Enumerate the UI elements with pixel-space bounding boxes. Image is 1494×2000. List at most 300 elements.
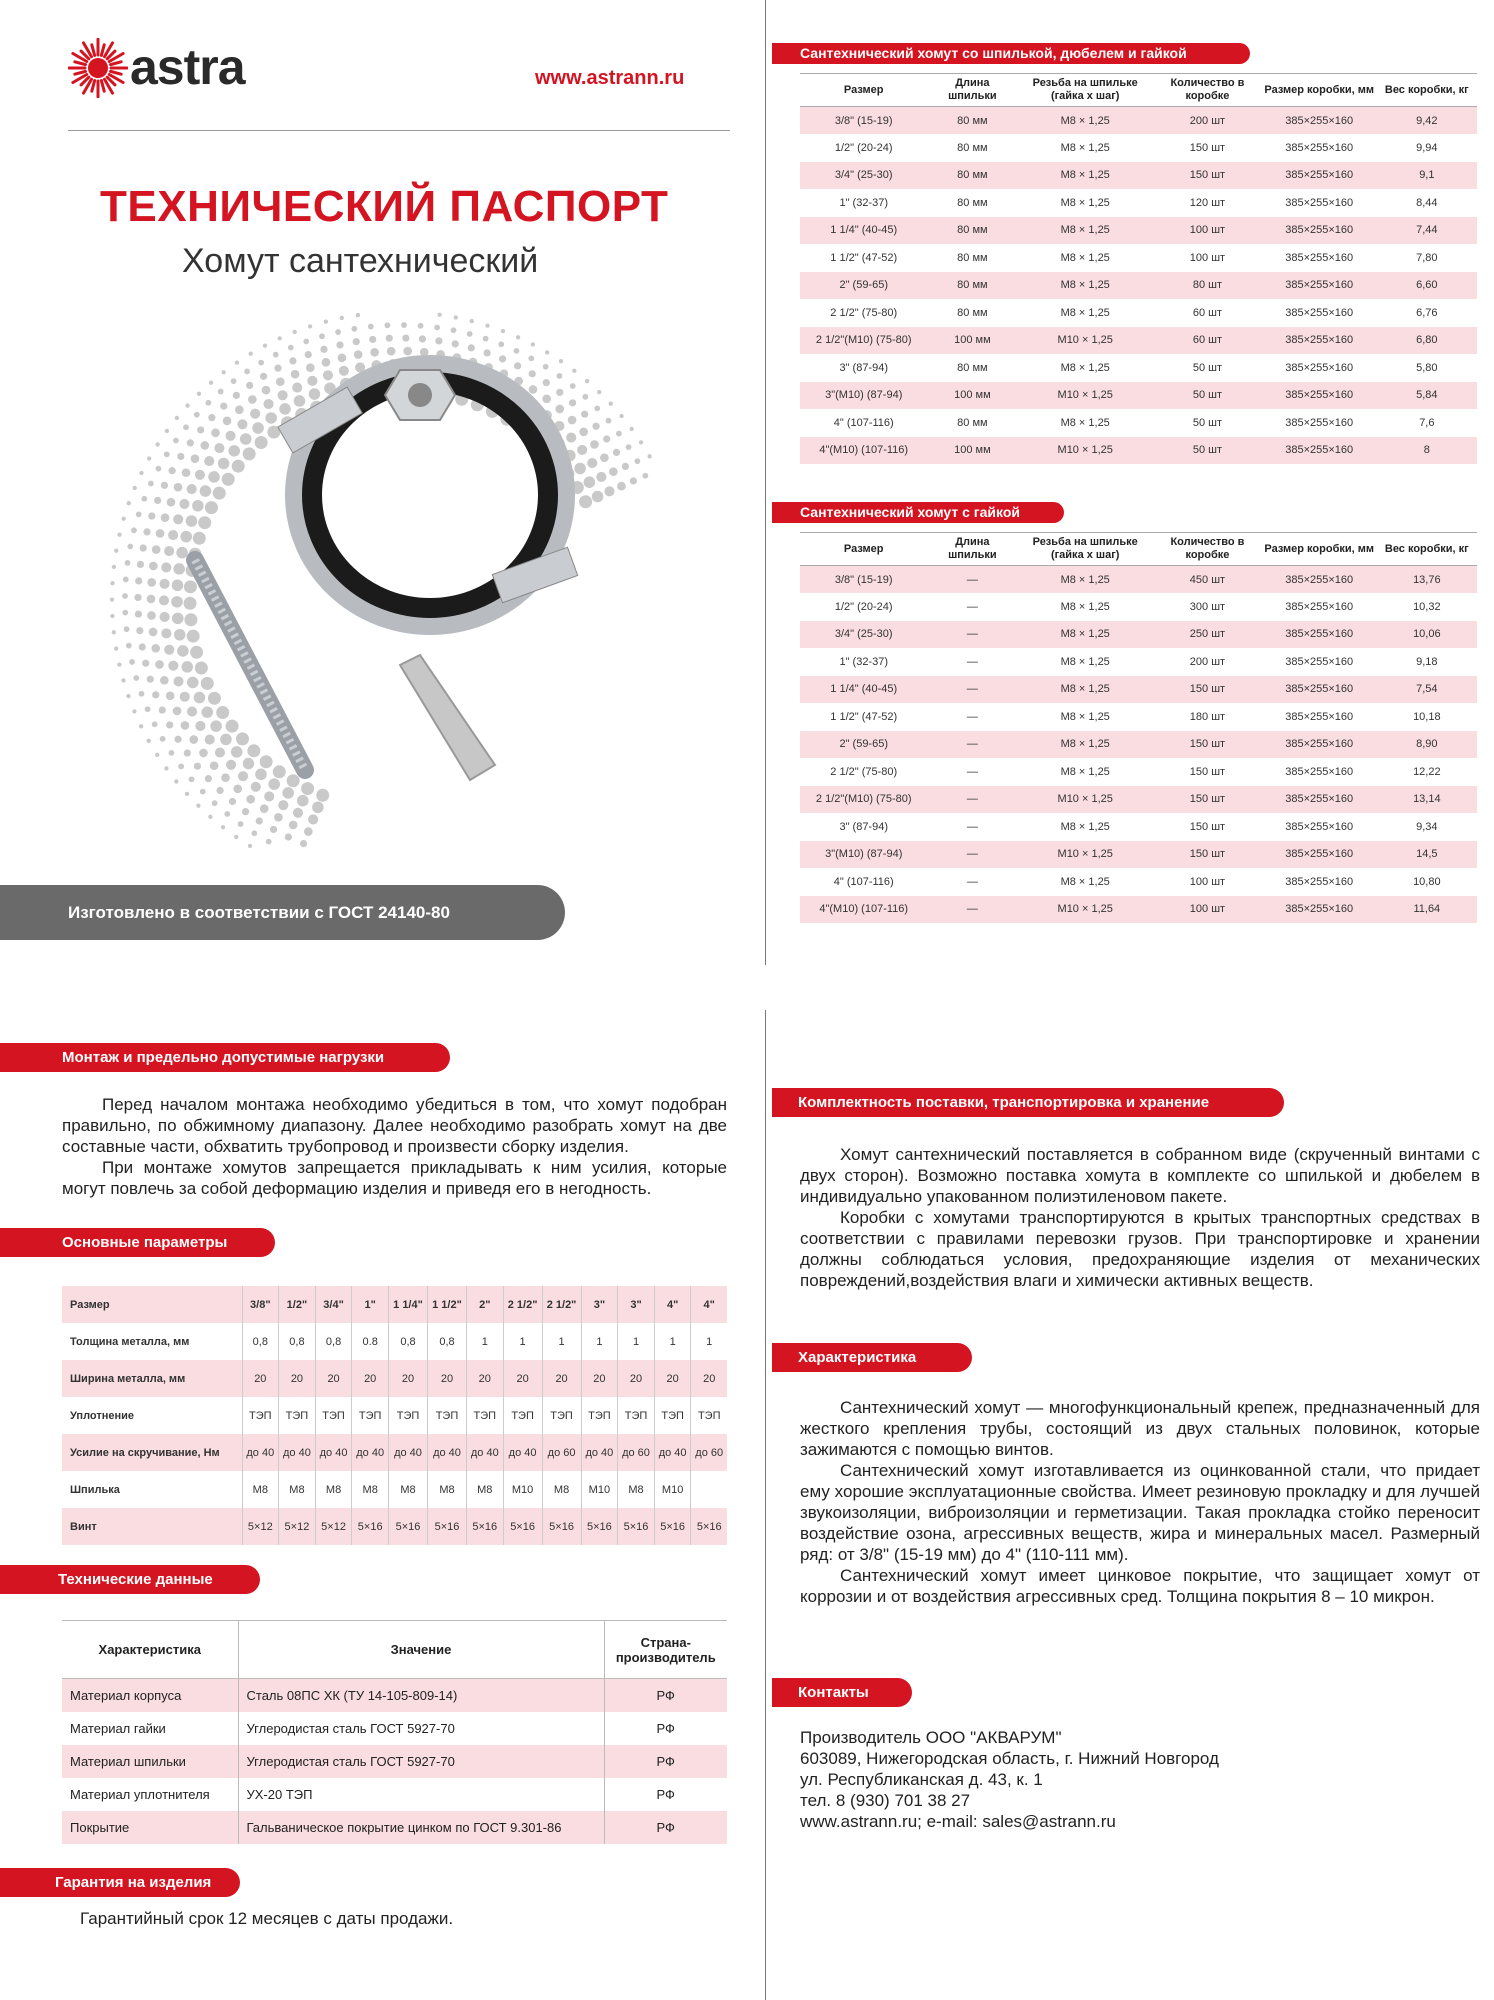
table-row bbox=[800, 786, 1477, 814]
table-cell: — bbox=[927, 676, 1017, 704]
params-cell: до 60 bbox=[542, 1434, 581, 1471]
params-cell: ТЭП bbox=[581, 1397, 618, 1434]
params-cell: ТЭП bbox=[427, 1397, 466, 1434]
params-cell: 3/8" bbox=[242, 1286, 279, 1323]
table-cell: M8 × 1,25 bbox=[1017, 189, 1153, 217]
params-cell: ТЭП bbox=[466, 1397, 503, 1434]
table-cell: 7,80 bbox=[1377, 244, 1477, 272]
table-cell: 10,80 bbox=[1377, 868, 1477, 896]
table-cell: 2 1/2"(M10) (75-80) bbox=[800, 327, 927, 355]
tech-cell: Материал гайки bbox=[70, 1720, 166, 1736]
tech-row bbox=[62, 1778, 727, 1811]
contacts-line-web-email[interactable]: www.astrann.ru; e-mail: sales@astrann.ru bbox=[800, 1812, 1116, 1831]
tech-cell: Материал корпуса bbox=[62, 1679, 238, 1712]
tech-cell: Углеродистая сталь ГОСТ 5927-70 bbox=[238, 1745, 604, 1778]
tech-cell: Материал шпильки bbox=[62, 1745, 238, 1778]
params-cell: 5×16 bbox=[503, 1508, 542, 1545]
params-cell: 1 bbox=[581, 1323, 618, 1360]
table-cell: 9,18 bbox=[1377, 648, 1477, 676]
tech-cell: Сталь 08ПС ХК (ТУ 14-105-809-14) bbox=[238, 1679, 604, 1712]
table-cell: 100 шт bbox=[1153, 896, 1262, 924]
table-cell: 385×255×160 bbox=[1262, 676, 1377, 704]
table-cell: M8 × 1,25 bbox=[1017, 299, 1153, 327]
table-cell: 6,80 bbox=[1377, 327, 1477, 355]
table-cell: 8,44 bbox=[1377, 189, 1477, 217]
table_stud-header-cell: Количество в коробке bbox=[1153, 74, 1262, 107]
params-cell: до 40 bbox=[352, 1434, 389, 1471]
params-cell: ТЭП bbox=[352, 1397, 389, 1434]
params-cell: до 40 bbox=[389, 1434, 428, 1471]
table-row bbox=[800, 593, 1477, 621]
params-cell: 1 bbox=[503, 1323, 542, 1360]
params-cell: до 40 bbox=[581, 1434, 618, 1471]
characteristics-paragraph-2: Сантехнический хомут изготавливается из оцинкованной стали, что придает ему хорошие эксплуатационные свойства. Имеет резиновую прокладку и для лучшей звукоизоляции, виброизоляции и герметизации. Такая прокладка стойко переносит воздействие озона, агрессивных веществ, жира и минеральных масел. Размерный ряд: от 3/8" (15-19 мм) до 4" (110-111 мм). bbox=[800, 1461, 1480, 1564]
table-cell: M8 × 1,25 bbox=[1017, 354, 1153, 382]
table-cell: 7,6 bbox=[1377, 409, 1477, 437]
table-cell: M8 × 1,25 bbox=[1017, 272, 1153, 300]
table-cell: 4"(M10) (107-116) bbox=[800, 437, 927, 465]
table-cell: 385×255×160 bbox=[1262, 299, 1377, 327]
table-cell: M8 × 1,25 bbox=[1017, 813, 1153, 841]
table-cell: 385×255×160 bbox=[1262, 272, 1377, 300]
table-row bbox=[800, 758, 1477, 786]
params-cell: до 60 bbox=[618, 1434, 655, 1471]
table-cell: 80 мм bbox=[927, 409, 1017, 437]
table-cell: 385×255×160 bbox=[1262, 217, 1377, 245]
table-cell: 2" (59-65) bbox=[800, 272, 927, 300]
params-cell: 5×16 bbox=[691, 1508, 727, 1545]
params-cell: 1 bbox=[542, 1323, 581, 1360]
tech-row bbox=[62, 1745, 727, 1778]
table-cell: 80 мм bbox=[927, 354, 1017, 382]
table-cell: — bbox=[927, 621, 1017, 649]
table-cell: 9,42 bbox=[1377, 107, 1477, 135]
params-cell: 3" bbox=[581, 1286, 618, 1323]
table-cell: 300 шт bbox=[1153, 593, 1262, 621]
table-cell: 385×255×160 bbox=[1262, 731, 1377, 759]
tech-cell: Материал уплотнителя bbox=[70, 1786, 210, 1802]
table-cell: M10 × 1,25 bbox=[1017, 437, 1153, 465]
params-cell: до 40 bbox=[242, 1434, 279, 1471]
table-cell: 80 шт bbox=[1153, 272, 1262, 300]
table-cell: 100 мм bbox=[927, 382, 1017, 410]
table-row bbox=[800, 409, 1477, 437]
website-link[interactable]: www.astrann.ru bbox=[535, 67, 685, 89]
params-cell: 0,8 bbox=[389, 1323, 428, 1360]
params-cell: M8 bbox=[466, 1471, 503, 1508]
table-cell: M8 × 1,25 bbox=[1017, 621, 1153, 649]
params-cell: 0,8 bbox=[315, 1323, 352, 1360]
table_nut-header-cell: Вес коробки, кг bbox=[1377, 533, 1477, 566]
delivery-paragraph-1: Хомут сантехнический поставляется в собранном виде (скрученный винтами с двух сторон). Возможно поставка хомута в комплекте со шпилькой и дюбелем в индивидуально упакованном полиэтиленовом пакете. bbox=[800, 1145, 1480, 1206]
params-cell: 2 1/2" bbox=[542, 1286, 581, 1323]
table-cell: 1/2" (20-24) bbox=[800, 134, 927, 162]
params-cell: 2" bbox=[466, 1286, 503, 1323]
table-cell: 100 шт bbox=[1153, 217, 1262, 245]
table-cell: 1 1/2" (47-52) bbox=[800, 244, 927, 272]
table-cell: 14,5 bbox=[1377, 841, 1477, 869]
bottom-divider bbox=[765, 1010, 766, 2000]
params-cell: 1 bbox=[618, 1323, 655, 1360]
table-cell: M8 × 1,25 bbox=[1017, 676, 1153, 704]
table-cell: 4" (107-116) bbox=[800, 868, 927, 896]
tech-header-cell: Страна-производитель bbox=[604, 1621, 727, 1679]
params-cell: 5×16 bbox=[581, 1508, 618, 1545]
table_stud-header-cell: Размер коробки, мм bbox=[1262, 74, 1377, 107]
table-cell: — bbox=[927, 758, 1017, 786]
params-cell: M10 bbox=[503, 1471, 542, 1508]
params-cell: ТЭП bbox=[279, 1397, 316, 1434]
page-subtitle: Хомут сантехнический bbox=[182, 242, 539, 280]
table-cell: 10,32 bbox=[1377, 593, 1477, 621]
gost-text: Изготовлено в соответствии с ГОСТ 24140-80 bbox=[68, 903, 450, 922]
table-cell: 50 шт bbox=[1153, 437, 1262, 465]
params-cell: M8 bbox=[542, 1471, 581, 1508]
table-cell: 2 1/2" (75-80) bbox=[800, 299, 927, 327]
table-cell: 8,90 bbox=[1377, 731, 1477, 759]
table-cell: 385×255×160 bbox=[1262, 189, 1377, 217]
params-cell: 5×16 bbox=[542, 1508, 581, 1545]
table-cell: 2 1/2"(M10) (75-80) bbox=[800, 786, 927, 814]
table-cell: 150 шт bbox=[1153, 813, 1262, 841]
page-title: ТЕХНИЧЕСКИЙ ПАСПОРТ bbox=[100, 182, 669, 231]
table-cell: — bbox=[927, 868, 1017, 896]
table-cell: 50 шт bbox=[1153, 354, 1262, 382]
table_nut-header-cell: Размер bbox=[800, 533, 927, 566]
table-row bbox=[800, 272, 1477, 300]
params-cell: 1 1/2" bbox=[427, 1286, 466, 1323]
params-cell: до 40 bbox=[466, 1434, 503, 1471]
table-cell: 1 1/2" (47-52) bbox=[800, 703, 927, 731]
params-cell: 5×12 bbox=[279, 1508, 316, 1545]
table-cell: 385×255×160 bbox=[1262, 896, 1377, 924]
table_stud-header-cell: Длина шпильки bbox=[927, 74, 1017, 107]
table-cell: 2 1/2" (75-80) bbox=[800, 758, 927, 786]
table-cell: M8 × 1,25 bbox=[1017, 107, 1153, 135]
stud-table bbox=[800, 73, 1477, 464]
top-divider bbox=[765, 0, 766, 965]
table-row bbox=[800, 868, 1477, 896]
table-cell: M8 × 1,25 bbox=[1017, 703, 1153, 731]
params-cell: ТЭП bbox=[315, 1397, 352, 1434]
table-cell: M8 × 1,25 bbox=[1017, 244, 1153, 272]
table-cell: M10 × 1,25 bbox=[1017, 327, 1153, 355]
params-cell: M8 bbox=[389, 1471, 428, 1508]
table-row bbox=[800, 382, 1477, 410]
characteristics-paragraph-1: Сантехнический хомут — многофункциональный крепеж, предназначенный для жесткого крепления трубы, состоящий из двух стальных половинок, которые зажимаются с помощью винтов. bbox=[800, 1398, 1480, 1459]
table-cell: 2" (59-65) bbox=[800, 731, 927, 759]
table-cell: M8 × 1,25 bbox=[1017, 162, 1153, 190]
mounting-paragraph-2: При монтаже хомутов запрещается прикладывать к ним усилия, которые могут повлечь за собой деформацию изделия и приведя его в негодность. bbox=[62, 1158, 727, 1198]
tech-cell: Гальваническое покрытие цинком по ГОСТ 9.301-86 bbox=[238, 1811, 604, 1844]
params-cell: M8 bbox=[352, 1471, 389, 1508]
table-cell: — bbox=[927, 841, 1017, 869]
params-cell: до 40 bbox=[503, 1434, 542, 1471]
params-cell: ТЭП bbox=[691, 1397, 727, 1434]
table-cell: 385×255×160 bbox=[1262, 354, 1377, 382]
params-cell: M8 bbox=[279, 1471, 316, 1508]
params-cell: M8 bbox=[315, 1471, 352, 1508]
table-cell: 385×255×160 bbox=[1262, 758, 1377, 786]
params-row bbox=[62, 1397, 727, 1434]
logo-text: astra bbox=[130, 39, 245, 95]
table-cell: — bbox=[927, 593, 1017, 621]
tech-header-cell: Значение bbox=[238, 1621, 604, 1679]
params-row-label: Размер bbox=[62, 1286, 242, 1323]
cover-rule bbox=[68, 130, 730, 131]
table-cell: 12,22 bbox=[1377, 758, 1477, 786]
table-row bbox=[800, 327, 1477, 355]
table-cell: M8 × 1,25 bbox=[1017, 217, 1153, 245]
table-cell: 3"(M10) (87-94) bbox=[800, 841, 927, 869]
params-cell: 20 bbox=[242, 1360, 279, 1397]
table-cell: 80 мм bbox=[927, 217, 1017, 245]
table-row bbox=[800, 244, 1477, 272]
table-cell: 9,1 bbox=[1377, 162, 1477, 190]
table-row bbox=[800, 566, 1477, 594]
params-row-label: Шпилька bbox=[70, 1483, 120, 1496]
table-row bbox=[800, 162, 1477, 190]
table-cell: 120 шт bbox=[1153, 189, 1262, 217]
table-cell: M8 × 1,25 bbox=[1017, 566, 1153, 594]
table-cell: 3/4" (25-30) bbox=[800, 621, 927, 649]
table-cell: 1" (32-37) bbox=[800, 189, 927, 217]
contacts-line-phone[interactable]: тел. 8 (930) 701 38 27 bbox=[800, 1791, 971, 1810]
nut-table-heading: Сантехнический хомут с гайкой bbox=[772, 502, 1064, 523]
table-cell: 150 шт bbox=[1153, 134, 1262, 162]
characteristics-heading: Характеристика bbox=[772, 1343, 972, 1372]
params-cell: 3" bbox=[618, 1286, 655, 1323]
params-cell: 0,8 bbox=[242, 1323, 279, 1360]
params-cell: до 60 bbox=[691, 1434, 727, 1471]
tech-heading: Технические данные bbox=[0, 1565, 260, 1594]
table-row bbox=[800, 134, 1477, 162]
params-cell: до 40 bbox=[427, 1434, 466, 1471]
params-table bbox=[62, 1286, 727, 1545]
table-cell: M8 × 1,25 bbox=[1017, 134, 1153, 162]
params-cell: 20 bbox=[691, 1360, 727, 1397]
table-row bbox=[800, 621, 1477, 649]
table-cell: 80 мм bbox=[927, 162, 1017, 190]
table-cell: 6,76 bbox=[1377, 299, 1477, 327]
table-cell: 5,80 bbox=[1377, 354, 1477, 382]
table-cell: 10,06 bbox=[1377, 621, 1477, 649]
params-cell: 20 bbox=[315, 1360, 352, 1397]
tech-row bbox=[62, 1712, 727, 1745]
params-cell: M8 bbox=[618, 1471, 655, 1508]
tech-table bbox=[62, 1620, 727, 1844]
params-cell: M8 bbox=[242, 1471, 279, 1508]
table-cell: 385×255×160 bbox=[1262, 382, 1377, 410]
params-row bbox=[62, 1508, 727, 1545]
table-cell: 150 шт bbox=[1153, 758, 1262, 786]
table-row bbox=[800, 813, 1477, 841]
table-cell: M10 × 1,25 bbox=[1017, 896, 1153, 924]
warranty-text: Гарантийный срок 12 месяцев с даты продажи. bbox=[80, 1909, 454, 1928]
table-cell: — bbox=[927, 786, 1017, 814]
table-cell: 150 шт bbox=[1153, 731, 1262, 759]
table-row bbox=[800, 299, 1477, 327]
contacts-line-city: 603089, Нижегородская область, г. Нижний Новгород bbox=[800, 1749, 1219, 1768]
table-cell: 13,14 bbox=[1377, 786, 1477, 814]
table-row bbox=[800, 189, 1477, 217]
tech-header-cell: Характеристика bbox=[62, 1621, 238, 1679]
params-row bbox=[62, 1286, 727, 1323]
params-cell: 5×12 bbox=[242, 1508, 279, 1545]
gost-badge bbox=[0, 885, 565, 940]
product-image bbox=[100, 310, 660, 850]
table-row bbox=[800, 703, 1477, 731]
table-cell: 385×255×160 bbox=[1262, 566, 1377, 594]
dowel-icon bbox=[400, 655, 495, 780]
params-cell: M8 bbox=[427, 1471, 466, 1508]
params-cell: 5×16 bbox=[427, 1508, 466, 1545]
logo-sun-icon bbox=[68, 38, 128, 98]
table-cell: 80 мм bbox=[927, 272, 1017, 300]
table-row bbox=[800, 437, 1477, 465]
table-cell: 50 шт bbox=[1153, 382, 1262, 410]
table-cell: 1 1/4" (40-45) bbox=[800, 676, 927, 704]
table-cell: 385×255×160 bbox=[1262, 813, 1377, 841]
tech-cell: УХ-20 ТЭП bbox=[238, 1778, 604, 1811]
table-row bbox=[800, 354, 1477, 382]
table-cell: 180 шт bbox=[1153, 703, 1262, 731]
params-cell: 1 bbox=[466, 1323, 503, 1360]
params-cell: 5×12 bbox=[315, 1508, 352, 1545]
table_stud-header-cell: Резьба на шпильке (гайка х шаг) bbox=[1017, 74, 1153, 107]
table-cell: 13,76 bbox=[1377, 566, 1477, 594]
params-cell: до 40 bbox=[315, 1434, 352, 1471]
params-cell: 5×16 bbox=[352, 1508, 389, 1545]
table-cell: 80 мм bbox=[927, 134, 1017, 162]
table-cell: 385×255×160 bbox=[1262, 786, 1377, 814]
table-cell: M10 × 1,25 bbox=[1017, 841, 1153, 869]
mounting-text bbox=[62, 1094, 727, 1199]
table-cell: — bbox=[927, 896, 1017, 924]
warranty-heading: Гарантия на изделия bbox=[0, 1868, 240, 1897]
table-cell: 60 шт bbox=[1153, 327, 1262, 355]
params-cell: 2 1/2" bbox=[503, 1286, 542, 1323]
characteristics-paragraph-3: Сантехнический хомут имеет цинковое покрытие, что защищает хомут от коррозии и от воздействия агрессивных сред. Толщина покрытия 8 – 10 микрон. bbox=[800, 1566, 1480, 1606]
table-cell: 3/8" (15-19) bbox=[800, 566, 927, 594]
table-cell: 9,34 bbox=[1377, 813, 1477, 841]
table-cell: M10 × 1,25 bbox=[1017, 786, 1153, 814]
table-row bbox=[800, 731, 1477, 759]
params-cell: 20 bbox=[279, 1360, 316, 1397]
params-cell: 5×16 bbox=[618, 1508, 655, 1545]
table-cell: M8 × 1,25 bbox=[1017, 409, 1153, 437]
params-row bbox=[62, 1360, 727, 1397]
table-cell: 100 шт bbox=[1153, 244, 1262, 272]
params-cell: 20 bbox=[352, 1360, 389, 1397]
params-cell: 1 bbox=[654, 1323, 691, 1360]
tech-cell: РФ bbox=[604, 1712, 727, 1745]
params-cell: 20 bbox=[466, 1360, 503, 1397]
table-cell: 5,84 bbox=[1377, 382, 1477, 410]
table-cell: 150 шт bbox=[1153, 676, 1262, 704]
params-row-label: Толщина металла, мм bbox=[70, 1335, 190, 1348]
table-row bbox=[800, 841, 1477, 869]
params-cell: 1 bbox=[691, 1323, 727, 1360]
params-cell: 0.8 bbox=[352, 1323, 389, 1360]
nut-table bbox=[800, 532, 1477, 923]
table-cell: 60 шт bbox=[1153, 299, 1262, 327]
table-cell: 80 мм bbox=[927, 189, 1017, 217]
params-cell: 5×16 bbox=[466, 1508, 503, 1545]
table-row bbox=[800, 217, 1477, 245]
tech-row bbox=[62, 1811, 727, 1844]
table-cell: 385×255×160 bbox=[1262, 593, 1377, 621]
table-cell: 385×255×160 bbox=[1262, 703, 1377, 731]
table-cell: M8 × 1,25 bbox=[1017, 648, 1153, 676]
params-cell: 5×16 bbox=[654, 1508, 691, 1545]
params-cell: ТЭП bbox=[242, 1397, 279, 1434]
table-cell: 11,64 bbox=[1377, 896, 1477, 924]
contacts-line-company: Производитель ООО "АКВАРУМ" bbox=[800, 1728, 1062, 1747]
table-cell: 9,94 bbox=[1377, 134, 1477, 162]
table_nut-header-cell: Количество в коробке bbox=[1153, 533, 1262, 566]
table-cell: 3/8" (15-19) bbox=[800, 107, 927, 135]
params-cell: 3/4" bbox=[315, 1286, 352, 1323]
table-cell: 80 мм bbox=[927, 107, 1017, 135]
table-cell: — bbox=[927, 566, 1017, 594]
params-cell: 20 bbox=[654, 1360, 691, 1397]
contacts-block bbox=[800, 1727, 1219, 1832]
table-cell: — bbox=[927, 648, 1017, 676]
stud-table-heading: Сантехнический хомут со шпилькой, дюбелем и гайкой bbox=[772, 43, 1250, 64]
table_stud-header-cell: Вес коробки, кг bbox=[1377, 74, 1477, 107]
table-cell: — bbox=[927, 731, 1017, 759]
clamp-ring-icon bbox=[278, 365, 578, 625]
params-cell: до 40 bbox=[654, 1434, 691, 1471]
table-cell: 385×255×160 bbox=[1262, 162, 1377, 190]
params-cell: 20 bbox=[542, 1360, 581, 1397]
params-cell: 0,8 bbox=[279, 1323, 316, 1360]
table_nut-header-cell: Размер коробки, мм bbox=[1262, 533, 1377, 566]
table-cell: — bbox=[927, 703, 1017, 731]
table-cell: 200 шт bbox=[1153, 107, 1262, 135]
table-cell: M8 × 1,25 bbox=[1017, 868, 1153, 896]
params-cell: 20 bbox=[503, 1360, 542, 1397]
table-cell: M8 × 1,25 bbox=[1017, 593, 1153, 621]
params-cell: до 40 bbox=[279, 1434, 316, 1471]
params-row-label: Ширина металла, мм bbox=[62, 1360, 242, 1397]
params-row bbox=[62, 1323, 727, 1360]
table-cell: 3"(M10) (87-94) bbox=[800, 382, 927, 410]
delivery-heading: Комплектность поставки, транспортировка и хранение bbox=[772, 1088, 1284, 1117]
params-row-label: Уплотнение bbox=[70, 1409, 135, 1422]
table-cell: 385×255×160 bbox=[1262, 437, 1377, 465]
params-cell: M10 bbox=[581, 1471, 618, 1508]
params-cell bbox=[691, 1471, 727, 1508]
table-cell: 10,18 bbox=[1377, 703, 1477, 731]
table-cell: 80 мм bbox=[927, 244, 1017, 272]
table-cell: 200 шт bbox=[1153, 648, 1262, 676]
table-cell: 150 шт bbox=[1153, 841, 1262, 869]
params-cell: M10 bbox=[654, 1471, 691, 1508]
table-cell: 100 шт bbox=[1153, 868, 1262, 896]
table_nut-header-cell: Длина шпильки bbox=[927, 533, 1017, 566]
params-heading: Основные параметры bbox=[0, 1228, 275, 1257]
table-row bbox=[800, 648, 1477, 676]
delivery-paragraph-2: Коробки с хомутами транспортируются в крытых транспортных средствах в соответствии с правилами перевозки грузов. При транспортировке и хранении должны соблюдаться условия, предохраняющие изделия от механических повреждений,воздействия влаги и химически активных веществ. bbox=[800, 1208, 1480, 1290]
tech-cell: РФ bbox=[604, 1811, 727, 1844]
table-row bbox=[800, 676, 1477, 704]
table-cell: M8 × 1,25 bbox=[1017, 731, 1153, 759]
params-cell: 20 bbox=[618, 1360, 655, 1397]
params-cell: ТЭП bbox=[654, 1397, 691, 1434]
table-cell: 7,54 bbox=[1377, 676, 1477, 704]
